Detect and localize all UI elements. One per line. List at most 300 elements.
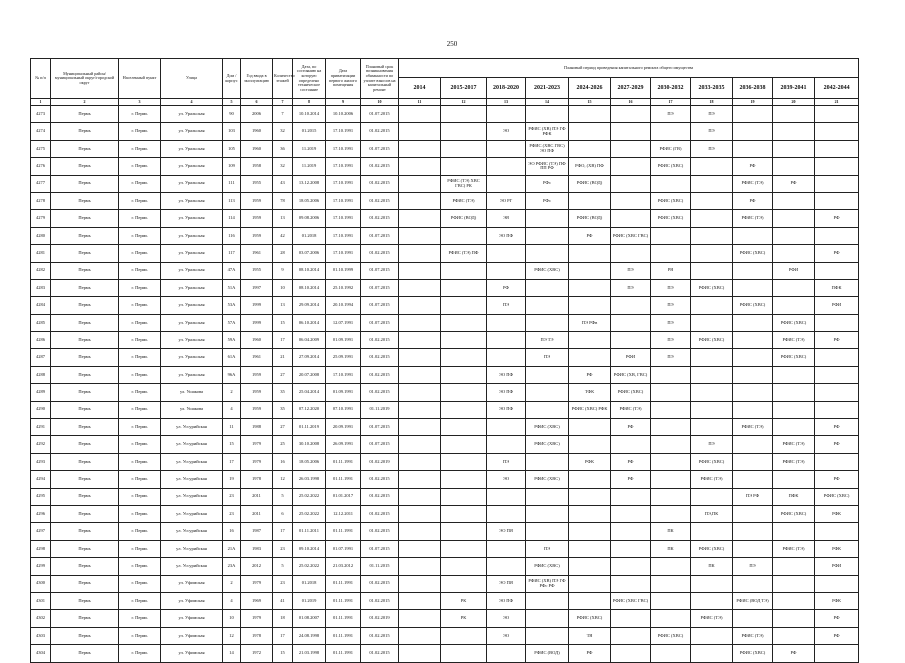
plan-cell-2036-2038: ПЭ [733,558,773,575]
plan-cell-2014 [399,645,441,662]
plan-cell-2042-2044 [815,575,859,592]
count-cell: 6 [273,505,293,522]
plan-cell-2042-2044 [815,384,859,401]
plan-cell-2036-2038 [733,279,773,296]
district-cell: Пермь [51,140,119,157]
plan-cell-2024-2026: РФ [569,227,611,244]
plan-cell-2033-2035 [691,175,733,192]
count-cell: 18 [273,610,293,627]
district-cell: Пермь [51,262,119,279]
date-priv-cell: 17.10.1991 [326,175,361,192]
plan-cell-2036-2038 [733,540,773,557]
plan-cell-2024-2026 [569,523,611,540]
plan-cell-2027-2029 [611,540,651,557]
plan-cell-2036-2038: ПЭ РФ [733,488,773,505]
date-due-cell: 01.02.2015 [361,471,399,488]
house-cell: 51А [223,279,241,296]
date-due-cell: 01.02.2015 [361,158,399,175]
district-cell: Пермь [51,471,119,488]
plan-cell-2030-2032 [651,419,691,436]
plan-cell-2018-2020: ЭО ПФ [487,401,526,418]
table-row [31,123,859,140]
plan-cell-2039-2041 [773,158,815,175]
date-priv-cell: 01.11.1991 [326,627,361,644]
date-priv-cell: 01.11.1991 [326,645,361,662]
town-cell: г. Пермь [119,297,161,314]
house-cell: 23 [223,488,241,505]
plan-cell-2021-2023: ПЭ [526,349,569,366]
plan-cell-2033-2035 [691,592,733,609]
plan-cell-2021-2023 [526,453,569,470]
street-cell: ул. Уральская [161,158,223,175]
plan-cell-2015-2017 [441,523,487,540]
year-cell: 1987 [241,523,273,540]
plan-cell-2021-2023 [526,210,569,227]
house-cell: 2 [223,575,241,592]
plan-cell-2024-2026 [569,558,611,575]
column-number: 3 [119,99,161,106]
district-cell: Пермь [51,210,119,227]
plan-cell-2039-2041 [773,558,815,575]
house-cell: 57А [223,314,241,331]
year-cell: 1958 [241,158,273,175]
table-row [31,627,859,644]
town-cell: г. Пермь [119,227,161,244]
plan-cell-2033-2035: ПЭ,ПК [691,505,733,522]
date-priv-cell: 01.11.1991 [326,523,361,540]
row-number-cell: 4279 [31,210,51,227]
date-tech-cell: 24.08.1998 [293,627,326,644]
plan-cell-2018-2020: ЭЯ [487,210,526,227]
count-cell: 23 [273,575,293,592]
town-cell: г. Пермь [119,401,161,418]
plan-cell-2027-2029 [611,505,651,522]
house-cell: 10 [223,610,241,627]
district-cell: Пермь [51,436,119,453]
plan-cell-2015-2017: РФИС (ВОД) [441,210,487,227]
page-number: 250 [446,40,458,48]
district-cell: Пермь [51,158,119,175]
date-due-cell: 01.07.2015 [361,419,399,436]
capital-repair-table [30,58,859,663]
table-row [31,192,859,209]
plan-cell-2018-2020 [487,262,526,279]
plan-cell-2030-2032: ПЭ [651,279,691,296]
plan-cell-2030-2032: ПЭ [651,297,691,314]
street-cell: ул. Уральская [161,227,223,244]
plan-cell-2018-2020 [487,436,526,453]
date-tech-cell: 06.10.2014 [293,314,326,331]
plan-cell-2030-2032 [651,488,691,505]
plan-cell-2030-2032: ПК [651,523,691,540]
row-number-cell: 4289 [31,384,51,401]
column-number: 19 [733,99,773,106]
plan-cell-2042-2044 [815,175,859,192]
plan-cell-2027-2029 [611,488,651,505]
house-cell: 61А [223,349,241,366]
street-cell: ул. Уральская [161,314,223,331]
plan-cell-2027-2029 [611,523,651,540]
street-cell: ул. Уссурийская [161,453,223,470]
column-number: 21 [815,99,859,106]
town-cell: г. Пермь [119,488,161,505]
year-cell: 1979 [241,453,273,470]
plan-cell-2021-2023: РФс [526,175,569,192]
date-priv-cell: 01.09.1991 [326,384,361,401]
plan-cell-2027-2029: ПЭ [611,262,651,279]
date-tech-cell: 01.2018 [293,227,326,244]
plan-cell-2036-2038 [733,262,773,279]
table-row [31,384,859,401]
plan-cell-2042-2044: РФИ [815,558,859,575]
plan-cell-2042-2044 [815,366,859,383]
plan-cell-2018-2020: ЭО ПЯ [487,575,526,592]
house-cell: 53А [223,297,241,314]
plan-cell-2018-2020 [487,540,526,557]
header-period-2039-2041: 2039-2041 [773,78,815,99]
plan-cell-2036-2038 [733,123,773,140]
district-cell: Пермь [51,123,119,140]
header-period-2021-2023: 2021-2023 [526,78,569,99]
plan-cell-2030-2032: ПЭ [651,332,691,349]
table-row [31,540,859,557]
plan-cell-2024-2026 [569,349,611,366]
plan-cell-2027-2029 [611,192,651,209]
street-cell: ул. Уральская [161,332,223,349]
town-cell: г. Пермь [119,175,161,192]
row-number-cell: 4290 [31,401,51,418]
plan-cell-2033-2035 [691,210,733,227]
plan-cell-2014 [399,540,441,557]
table-row [31,366,859,383]
date-priv-cell: 17.10.1991 [326,210,361,227]
count-cell: 25 [273,436,293,453]
town-cell: г. Пермь [119,575,161,592]
header-house: Дом / корпус [223,59,241,99]
plan-cell-2018-2020: ЭО РГ [487,192,526,209]
district-cell: Пермь [51,245,119,262]
date-due-cell: 01.07.2015 [361,540,399,557]
street-cell: ул. Уральская [161,366,223,383]
year-cell: 1961 [241,349,273,366]
plan-cell-2033-2035: ПЭ [691,123,733,140]
date-tech-cell: 11.2019 [293,140,326,157]
header-town: Населенный пункт [119,59,161,99]
column-number: 4 [161,99,223,106]
plan-cell-2039-2041: РФ [773,175,815,192]
plan-cell-2027-2029: РФИС (ХВС ГВС) [611,592,651,609]
header-date-due: Плановый срок возникновения обязанности по уплате взносов на капитальный ремонт [361,59,399,99]
date-tech-cell: 01.2018 [293,575,326,592]
plan-cell-2018-2020 [487,158,526,175]
plan-cell-2042-2044: РФ [815,610,859,627]
house-cell: 4 [223,592,241,609]
plan-cell-2039-2041: РФИС (ХВС) [773,505,815,522]
street-cell: ул. Уссурийская [161,436,223,453]
date-due-cell: 01.07.2015 [361,279,399,296]
plan-cell-2024-2026: ПЭ РФв [569,314,611,331]
date-due-cell: 01.02.2015 [361,384,399,401]
plan-cell-2033-2035 [691,192,733,209]
plan-cell-2027-2029 [611,106,651,123]
plan-cell-2033-2035 [691,419,733,436]
plan-cell-2027-2029 [611,627,651,644]
table-row [31,279,859,296]
header-street: Улица [161,59,223,99]
header-period-2027-2029: 2027-2029 [611,78,651,99]
district-cell: Пермь [51,401,119,418]
house-cell: 113 [223,192,241,209]
street-cell: ул. Уссурийская [161,540,223,557]
date-priv-cell: 25.09.1991 [326,349,361,366]
plan-cell-2015-2017 [441,540,487,557]
plan-cell-2042-2044 [815,227,859,244]
plan-cell-2030-2032: ПК [651,540,691,557]
header-period-2014: 2014 [399,78,441,99]
year-cell: 1978 [241,627,273,644]
plan-cell-2042-2044 [815,262,859,279]
header-district: Муниципальный район/муниципальный округ/городской округ [51,59,119,99]
table-header [31,59,859,106]
plan-cell-2021-2023 [526,314,569,331]
street-cell: ул. Уфимская [161,575,223,592]
street-cell: ул. Уфимская [161,592,223,609]
plan-cell-2039-2041 [773,592,815,609]
date-due-cell: 01.02.2015 [361,366,399,383]
date-tech-cell: 29.09.2014 [293,297,326,314]
district-cell: Пермь [51,558,119,575]
date-tech-cell: 01.11.2019 [293,419,326,436]
house-cell: 2 [223,384,241,401]
plan-cell-2030-2032: ПЭ [651,106,691,123]
plan-cell-2042-2044: РФ [815,419,859,436]
plan-cell-2033-2035 [691,523,733,540]
year-cell: 1955 [241,262,273,279]
column-number: 12 [441,99,487,106]
street-cell: ул. Уральская [161,262,223,279]
date-tech-cell: 01.11.2011 [293,523,326,540]
plan-cell-2024-2026: РФК [569,453,611,470]
date-priv-cell: 12.07.1991 [326,314,361,331]
plan-cell-2030-2032 [651,384,691,401]
date-due-cell: 01.02.2015 [361,627,399,644]
plan-cell-2036-2038 [733,505,773,522]
year-cell: 1959 [241,384,273,401]
plan-cell-2024-2026 [569,106,611,123]
district-cell: Пермь [51,227,119,244]
plan-cell-2021-2023 [526,366,569,383]
town-cell: г. Пермь [119,262,161,279]
plan-cell-2014 [399,505,441,522]
plan-cell-2015-2017 [441,158,487,175]
plan-cell-2024-2026 [569,436,611,453]
plan-cell-2036-2038 [733,575,773,592]
plan-cell-2027-2029 [611,140,651,157]
plan-cell-2036-2038: РФИС (ТЭ) [733,210,773,227]
date-due-cell: 01.02.2019 [361,610,399,627]
town-cell: г. Пермь [119,610,161,627]
plan-cell-2042-2044 [815,453,859,470]
plan-cell-2014 [399,297,441,314]
count-cell: 27 [273,419,293,436]
table-row [31,523,859,540]
plan-cell-2042-2044: РФК [815,505,859,522]
street-cell: ул. Уссурийская [161,488,223,505]
count-cell: 35 [273,401,293,418]
plan-cell-2036-2038: РФ [733,192,773,209]
plan-cell-2015-2017 [441,471,487,488]
plan-cell-2030-2032 [651,592,691,609]
plan-cell-2039-2041: РФ [773,645,815,662]
plan-cell-2015-2017 [441,279,487,296]
town-cell: г. Пермь [119,158,161,175]
table-row [31,106,859,123]
plan-cell-2039-2041: РФИС (ТЭ) [773,453,815,470]
plan-cell-2033-2035: РФИС (ХВС) [691,279,733,296]
date-priv-cell: 07.10.1991 [326,401,361,418]
plan-cell-2039-2041 [773,106,815,123]
plan-cell-2042-2044: РФ [815,210,859,227]
street-cell: ул. Уссурийская [161,558,223,575]
year-cell: 1960 [241,332,273,349]
plan-cell-2027-2029: РФИС (ХВС ГВС) [611,227,651,244]
year-cell: 1961 [241,245,273,262]
plan-cell-2027-2029: РФ [611,453,651,470]
date-due-cell: 01.07.2015 [361,140,399,157]
row-number-cell: 4302 [31,610,51,627]
row-number-cell: 4299 [31,558,51,575]
plan-cell-2014 [399,453,441,470]
count-cell: 17 [273,627,293,644]
count-cell: 21 [273,349,293,366]
plan-cell-2018-2020 [487,505,526,522]
plan-cell-2042-2044 [815,106,859,123]
date-tech-cell: 09.08.2006 [293,210,326,227]
plan-cell-2039-2041 [773,523,815,540]
date-tech-cell: 01.2015 [293,123,326,140]
date-due-cell: 01.02.2015 [361,592,399,609]
plan-cell-2015-2017 [441,140,487,157]
plan-cell-2039-2041: РФИС (ТЭ) [773,540,815,557]
plan-cell-2018-2020 [487,245,526,262]
town-cell: г. Пермь [119,436,161,453]
town-cell: г. Пермь [119,627,161,644]
date-due-cell: 01.02.2015 [361,245,399,262]
column-number: 14 [526,99,569,106]
plan-cell-2036-2038: РФИС (ВОД ТЭ) [733,592,773,609]
table-row [31,175,859,192]
column-number: 7 [273,99,293,106]
plan-cell-2021-2023: РФИС (ХВ) ПЭ ГФ РФс РФ [526,575,569,592]
date-priv-cell: 17.10.1991 [326,245,361,262]
district-cell: Пермь [51,106,119,123]
plan-cell-2027-2029: РФ [611,419,651,436]
plan-cell-2036-2038 [733,106,773,123]
plan-cell-2036-2038: РФИС (ХВС) [733,297,773,314]
row-number-cell: 4281 [31,245,51,262]
plan-cell-2042-2044 [815,140,859,157]
column-number: 11 [399,99,441,106]
town-cell: г. Пермь [119,349,161,366]
plan-cell-2033-2035 [691,488,733,505]
year-cell: 1959 [241,210,273,227]
column-number: 5 [223,99,241,106]
plan-cell-2024-2026: РФИС (ХВС) РФК [569,401,611,418]
count-cell: 17 [273,332,293,349]
column-number: 9 [326,99,361,106]
plan-cell-2015-2017 [441,106,487,123]
date-tech-cell: 26.03.1998 [293,471,326,488]
date-due-cell: 01.02.2015 [361,210,399,227]
row-number-cell: 4287 [31,349,51,366]
house-cell: 90 [223,106,241,123]
plan-cell-2027-2029 [611,314,651,331]
plan-cell-2015-2017 [441,366,487,383]
district-cell: Пермь [51,505,119,522]
house-cell: 114 [223,210,241,227]
district-cell: Пермь [51,575,119,592]
plan-cell-2015-2017 [441,349,487,366]
plan-cell-2036-2038 [733,401,773,418]
plan-cell-2015-2017 [441,297,487,314]
count-cell: 5 [273,488,293,505]
town-cell: г. Пермь [119,523,161,540]
count-cell: 7 [273,106,293,123]
count-cell: 9 [273,262,293,279]
date-due-cell: 01.02.2019 [361,453,399,470]
column-number: 8 [293,99,326,106]
town-cell: г. Пермь [119,106,161,123]
plan-cell-2018-2020 [487,140,526,157]
plan-cell-2027-2029: РФ [611,471,651,488]
plan-cell-2024-2026: РФО, (ХВ) ПФ [569,158,611,175]
row-number-cell: 4284 [31,297,51,314]
row-number-cell: 4283 [31,279,51,296]
plan-cell-2014 [399,262,441,279]
plan-cell-2015-2017 [441,627,487,644]
house-cell: 11 [223,419,241,436]
plan-cell-2018-2020: ПЭ [487,297,526,314]
count-cell: 28 [273,245,293,262]
plan-cell-2042-2044: РФИС (ХВС) [815,488,859,505]
street-cell: ул. Уральская [161,192,223,209]
column-number: 18 [691,99,733,106]
house-cell: 16 [223,523,241,540]
plan-cell-2024-2026 [569,505,611,522]
date-due-cell: 01.02.2015 [361,505,399,522]
header-count: Количество этажей [273,59,293,99]
date-priv-cell: 01.11.1991 [326,575,361,592]
plan-cell-2024-2026 [569,471,611,488]
plan-cell-2021-2023: ЭО РФИС (ТЭ) ПФ ПП РФ [526,158,569,175]
plan-cell-2039-2041 [773,384,815,401]
date-tech-cell: 10.10.2014 [293,106,326,123]
row-number-cell: 4276 [31,158,51,175]
date-due-cell: 01.11.2019 [361,401,399,418]
date-priv-cell: 01.11.1991 [326,471,361,488]
table-row [31,210,859,227]
district-cell: Пермь [51,592,119,609]
plan-cell-2021-2023 [526,610,569,627]
plan-cell-2030-2032: РФИС (ГВ) [651,140,691,157]
table-row [31,158,859,175]
plan-cell-2021-2023 [526,384,569,401]
plan-cell-2018-2020: ЭО ПЯ [487,523,526,540]
row-number-cell: 4301 [31,592,51,609]
plan-cell-2039-2041 [773,297,815,314]
column-number: 2 [51,99,119,106]
plan-cell-2014 [399,488,441,505]
